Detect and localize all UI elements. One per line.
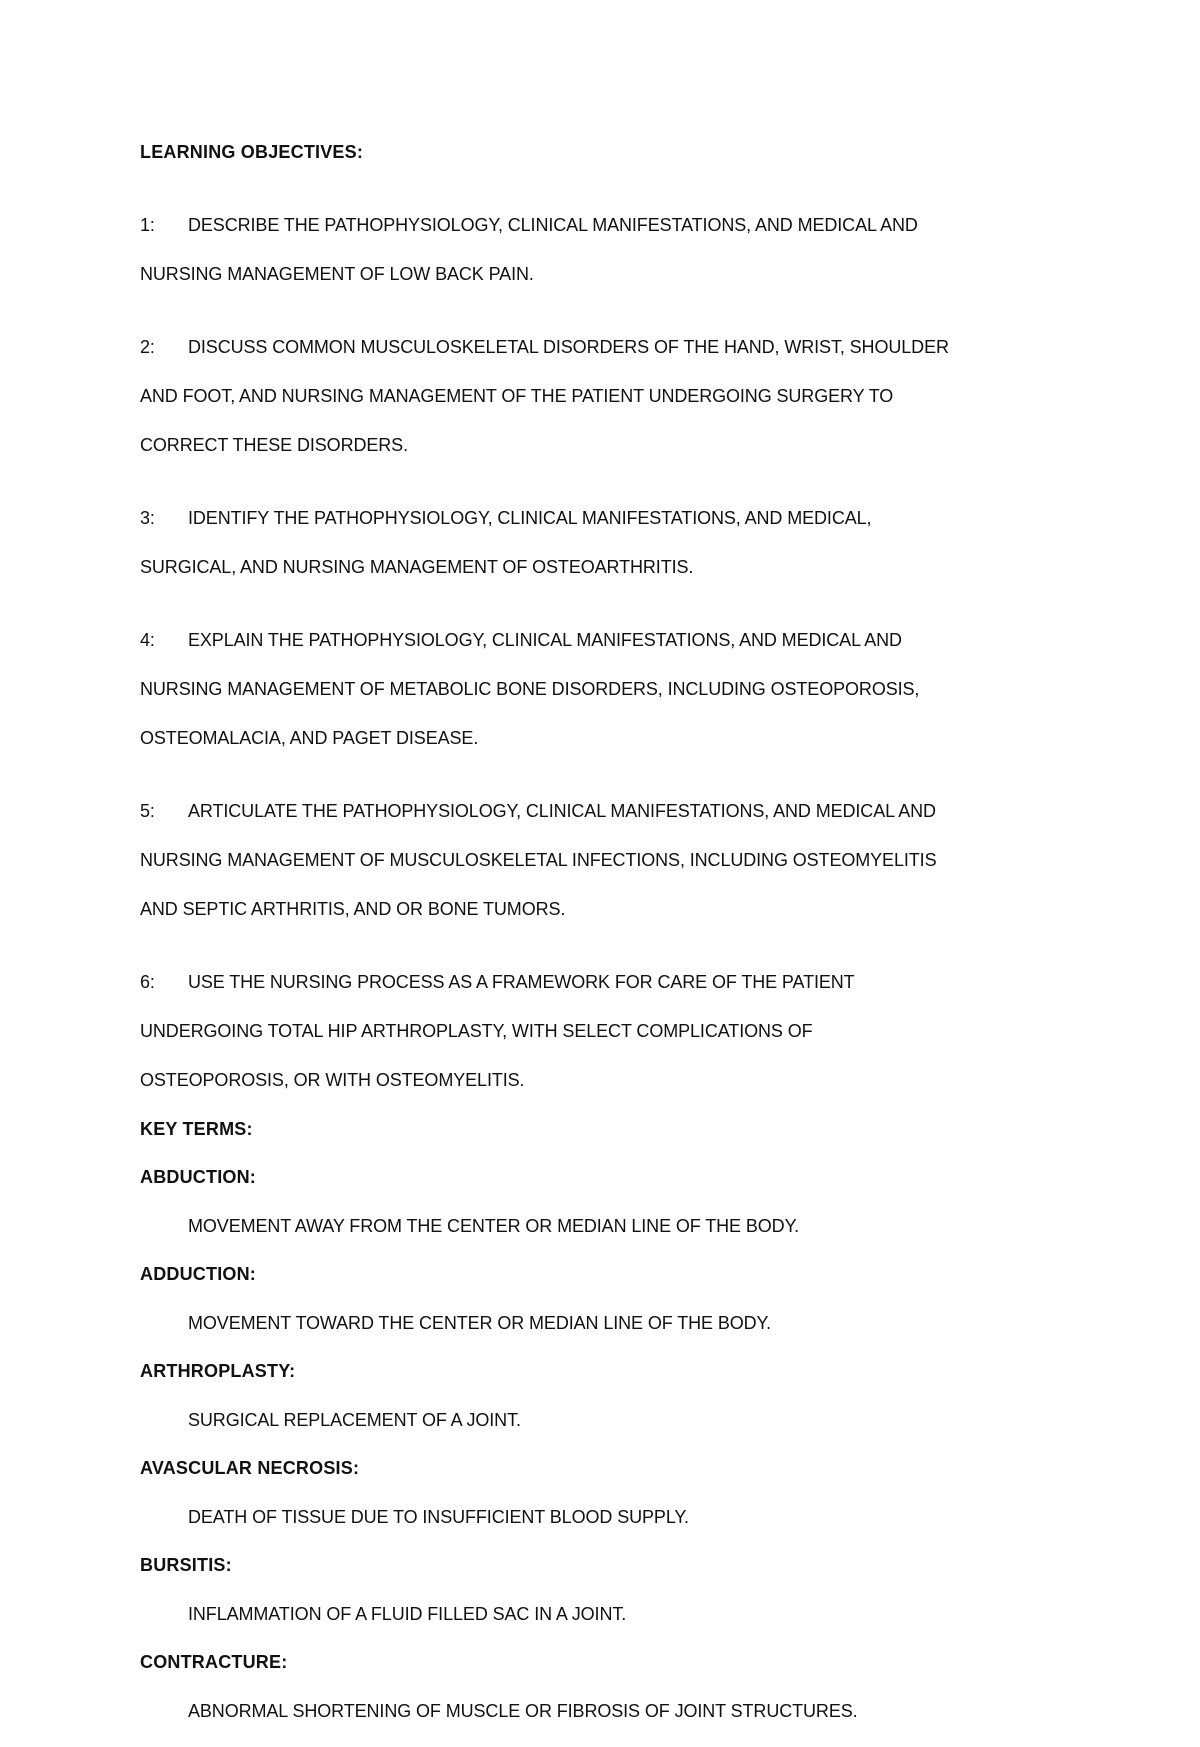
key-term-definition: MOVEMENT AWAY FROM THE CENTER OR MEDIAN LINE OF THE BODY. [188, 1215, 800, 1236]
objective-item [140, 604, 1060, 751]
objective-line: SURGICAL, AND NURSING MANAGEMENT OF OSTEOARTHRITIS. [140, 557, 694, 577]
key-term: CONTRACTURE: [140, 1652, 288, 1672]
objective-item [140, 775, 1060, 922]
objective-line: NURSING MANAGEMENT OF MUSCULOSKELETAL INFECTIONS, INCLUDING OSTEOMYELITIS [140, 850, 937, 870]
key-term: ADDUCTION: [140, 1264, 256, 1284]
objective-line: NURSING MANAGEMENT OF METABOLIC BONE DISORDERS, INCLUDING OSTEOPOROSIS, [140, 679, 920, 699]
objective-number: 3: [140, 508, 155, 528]
key-term: ARTHROPLASTY: [140, 1361, 296, 1381]
objective-line: AND SEPTIC ARTHRITIS, AND OR BONE TUMORS. [140, 899, 566, 919]
key-term: AVASCULAR NECROSIS: [140, 1458, 360, 1478]
objective-number: 2: [140, 337, 155, 357]
objective-item [140, 482, 1060, 580]
objective-line: ARTICULATE THE PATHOPHYSIOLOGY, CLINICAL MANIFESTATIONS, AND MEDICAL AND [188, 801, 936, 821]
objective-line: OSTEOPOROSIS, OR WITH OSTEOMYELITIS. [140, 1070, 525, 1090]
objective-number: 4: [140, 630, 155, 650]
objective-number: 1: [140, 215, 155, 235]
objective-line: DISCUSS COMMON MUSCULOSKELETAL DISORDERS OF THE HAND, WRIST, SHOULDER [188, 337, 949, 357]
objective-line: AND FOOT, AND NURSING MANAGEMENT OF THE PATIENT UNDERGOING SURGERY TO [140, 386, 894, 406]
objective-line: NURSING MANAGEMENT OF LOW BACK PAIN. [140, 264, 534, 284]
objective-line: DESCRIBE THE PATHOPHYSIOLOGY, CLINICAL MANIFESTATIONS, AND MEDICAL AND [188, 215, 918, 235]
objective-line: USE THE NURSING PROCESS AS A FRAMEWORK FOR CARE OF THE PATIENT [188, 972, 855, 992]
objective-number: 5: [140, 801, 155, 821]
key-term-definition: DEATH OF TISSUE DUE TO INSUFFICIENT BLOOD SUPPLY. [188, 1506, 689, 1527]
key-term-definition: MOVEMENT TOWARD THE CENTER OR MEDIAN LINE OF THE BODY. [188, 1312, 772, 1333]
objective-line: CORRECT THESE DISORDERS. [140, 435, 408, 455]
objective-number: 6: [140, 972, 155, 992]
objective-line: UNDERGOING TOTAL HIP ARTHROPLASTY, WITH SELECT COMPLICATIONS OF [140, 1021, 813, 1041]
key-term: ABDUCTION: [140, 1167, 256, 1187]
objective-item [140, 311, 1060, 458]
document-page [140, 140, 1060, 1747]
key-terms-heading: KEY TERMS: [140, 1118, 253, 1139]
objective-line: IDENTIFY THE PATHOPHYSIOLOGY, CLINICAL MANIFESTATIONS, AND MEDICAL, [188, 508, 872, 528]
learning-objectives-heading: LEARNING OBJECTIVES: [140, 142, 364, 162]
key-term: BURSITIS: [140, 1555, 232, 1575]
objective-item [140, 946, 1060, 1093]
key-term-definition: SURGICAL REPLACEMENT OF A JOINT. [188, 1409, 521, 1430]
key-term-definition: ABNORMAL SHORTENING OF MUSCLE OR FIBROSIS OF JOINT STRUCTURES. [188, 1700, 858, 1721]
objective-line: OSTEOMALACIA, AND PAGET DISEASE. [140, 728, 479, 748]
objective-item [140, 189, 1060, 287]
objective-line: EXPLAIN THE PATHOPHYSIOLOGY, CLINICAL MANIFESTATIONS, AND MEDICAL AND [188, 630, 902, 650]
key-term-definition: INFLAMMATION OF A FLUID FILLED SAC IN A JOINT. [188, 1603, 627, 1624]
